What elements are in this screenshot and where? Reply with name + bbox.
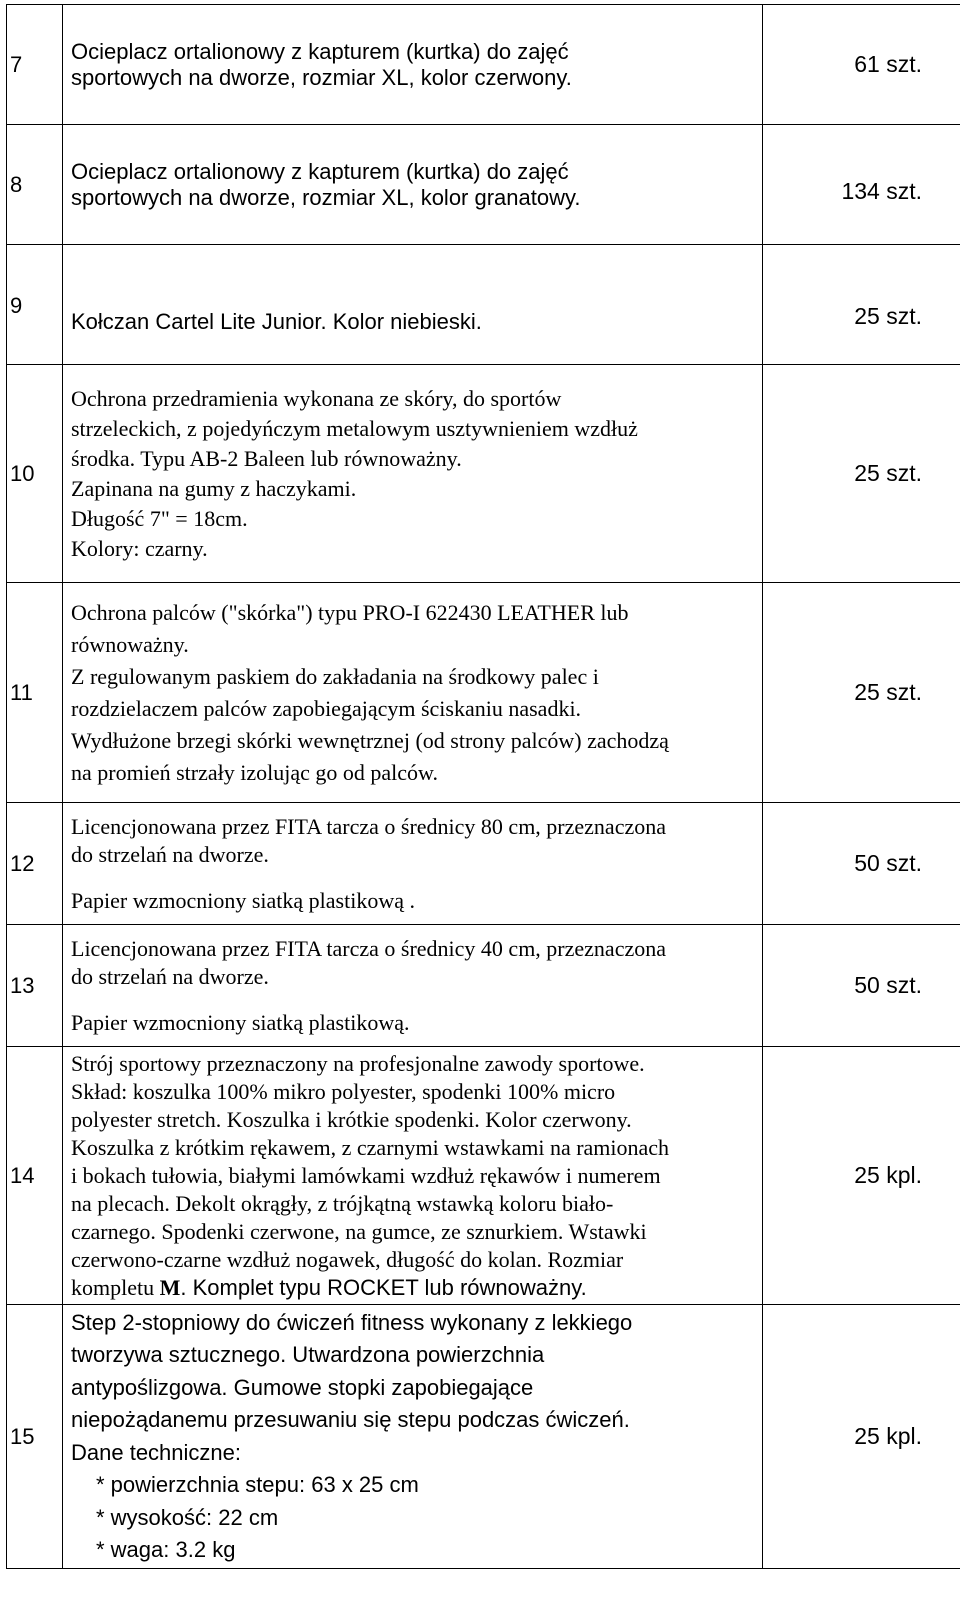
table-row <box>7 245 960 365</box>
description-line: polyester stretch. Koszulka i krótkie spodenki. Kolor czerwony. <box>71 1106 632 1132</box>
item-quantity: 25 szt. <box>763 245 960 365</box>
description-line: niepożądanemu przesuwaniu się stepu podczas ćwiczeń. <box>71 1407 630 1432</box>
description-line: Papier wzmocniony siatką plastikową . <box>71 887 415 913</box>
description-line: środka. Typu AB-2 Baleen lub równoważny. <box>71 445 462 471</box>
description-line: Dane techniczne: <box>71 1439 241 1465</box>
item-quantity: 61 szt. <box>763 5 960 125</box>
item-quantity: 25 kpl. <box>763 1305 960 1569</box>
table-row <box>7 125 960 245</box>
description-line: Step 2-stopniowy do ćwiczeń fitness wykonany z lekkiego <box>71 1309 633 1335</box>
item-description <box>63 245 763 365</box>
description-line: Kołczan Cartel Lite Junior. Kolor niebieski. <box>71 308 482 334</box>
description-line: na plecach. Dekolt okrągły, z trójkątną wstawką koloru biało- <box>71 1190 614 1216</box>
description-line: Koszulka z krótkim rękawem, z czarnymi wstawkami na ramionach <box>71 1134 670 1160</box>
description-line: Strój sportowy przeznaczony na profesjonalne zawody sportowe. <box>71 1050 645 1076</box>
row-number <box>7 245 63 365</box>
item-quantity: 50 szt. <box>763 925 960 1047</box>
row-number: 7 <box>7 5 63 125</box>
item-description <box>63 365 763 583</box>
item-quantity: 50 szt. <box>763 803 960 925</box>
row-number-text: 9 <box>10 293 23 318</box>
spec-line: * wysokość: 22 cm <box>96 1504 279 1530</box>
item-quantity: 25 szt. <box>763 583 960 803</box>
row-number: 12 <box>7 803 63 925</box>
description-line: tworzywa sztucznego. Utwardzona powierzchnia <box>71 1342 545 1367</box>
description-line: Zapinana na gumy z haczykami. <box>71 475 357 501</box>
table-row <box>7 583 960 803</box>
item-description <box>63 5 763 125</box>
row-number: 11 <box>7 583 63 803</box>
description-line: Licencjonowana przez FITA tarcza o średnicy 40 cm, przeznaczona <box>71 935 666 961</box>
item-description <box>63 803 763 925</box>
description-line: antypoślizgowa. Gumowe stopki zapobiegające <box>71 1374 534 1400</box>
description-line: Licencjonowana przez FITA tarcza o średnicy 80 cm, przeznaczona <box>71 813 666 839</box>
description-line: na promień strzały izolując go od palców. <box>71 759 438 785</box>
row-number: 14 <box>7 1047 63 1305</box>
item-quantity: 25 kpl. <box>763 1047 960 1305</box>
table-row <box>7 803 960 925</box>
row-number: 8 <box>7 125 63 245</box>
description-line: równoważny. <box>71 631 189 657</box>
description-line: kompletu M. Komplet typu ROCKET lub równoważny. <box>71 1274 587 1300</box>
description-line: do strzelań na dworze. <box>71 841 269 867</box>
description-line: i bokach tułowia, białymi lamówkami wzdłuż rękawów i numerem <box>71 1162 661 1188</box>
description-line: Ocieplacz ortalionowy z kapturem (kurtka) do zajęć <box>71 38 569 64</box>
description-line: Ocieplacz ortalionowy z kapturem (kurtka) do zajęć <box>71 158 569 184</box>
item-description <box>63 583 763 803</box>
description-line: rozdzielaczem palców zapobiegającym ściskaniu nasadki. <box>71 695 582 721</box>
description-line: sportowych na dworze, rozmiar XL, kolor granatowy. <box>71 184 581 210</box>
items-table <box>6 4 960 1569</box>
description-line: czarnego. Spodenki czerwone, na gumce, ze sznurkiem. Wstawki <box>71 1218 647 1244</box>
description-line: Wydłużone brzegi skórki wewnętrznej (od strony palców) zachodzą <box>71 727 669 753</box>
description-line: Papier wzmocniony siatką plastikową. <box>71 1009 410 1035</box>
description-line: Skład: koszulka 100% mikro polyester, spodenki 100% micro <box>71 1078 616 1104</box>
description-line: Kolory: czarny. <box>71 535 208 561</box>
description-line: Długość 7" = 18cm. <box>71 505 248 531</box>
item-quantity: 25 szt. <box>763 365 960 583</box>
item-description <box>63 125 763 245</box>
row-number: 13 <box>7 925 63 1047</box>
spec-line: * waga: 3.2 kg <box>96 1537 236 1562</box>
description-line: Z regulowanym paskiem do zakładania na środkowy palec i <box>71 663 599 689</box>
table-row <box>7 5 960 125</box>
table-row <box>7 365 960 583</box>
description-line: Ochrona palców ("skórka") typu PRO-I 622430 LEATHER lub <box>71 599 629 625</box>
item-description <box>63 1305 763 1569</box>
table-row <box>7 1305 960 1569</box>
item-description <box>63 925 763 1047</box>
description-line: sportowych na dworze, rozmiar XL, kolor czerwony. <box>71 64 572 90</box>
table-row <box>7 1047 960 1305</box>
item-quantity: 134 szt. <box>763 125 960 245</box>
table-row <box>7 925 960 1047</box>
spec-line: * powierzchnia stepu: 63 x 25 cm <box>96 1472 419 1497</box>
description-line: strzeleckich, z pojedyńczym metalowym usztywnieniem wzdłuż <box>71 415 638 441</box>
description-line: Ochrona przedramienia wykonana ze skóry, do sportów <box>71 385 562 411</box>
description-line: do strzelań na dworze. <box>71 963 269 989</box>
row-number: 15 <box>7 1305 63 1569</box>
row-number: 10 <box>7 365 63 583</box>
item-description <box>63 1047 763 1305</box>
description-line: czerwono-czarne wzdłuż nogawek, długość do kolan. Rozmiar <box>71 1246 624 1272</box>
